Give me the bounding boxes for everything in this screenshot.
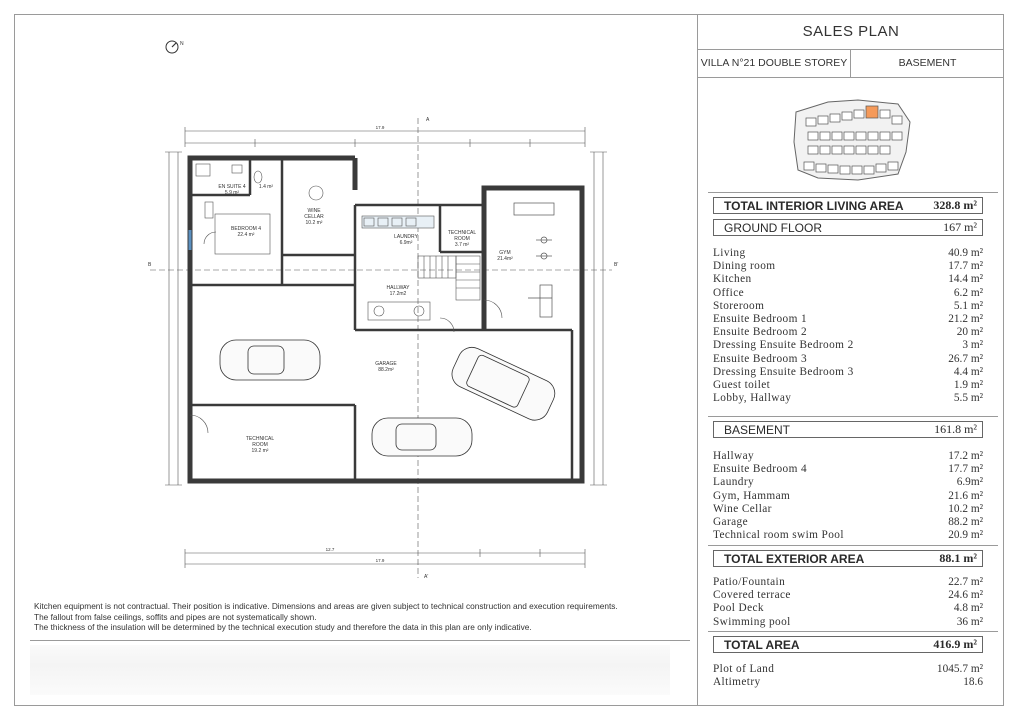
list-item	[713, 339, 983, 352]
item-area: 21.2 m²	[948, 312, 983, 325]
room-label-ensuite4: EN SUITE 4	[218, 184, 246, 190]
dimension-bottom-label: 17.9	[375, 558, 385, 563]
list-item	[713, 676, 983, 689]
item-area: 20.9 m²	[948, 529, 983, 542]
list-item	[713, 450, 983, 463]
basement-room-list	[713, 450, 983, 542]
room-label-garage: GARAGE	[375, 361, 397, 367]
ground-floor-label: GROUND FLOOR	[724, 220, 823, 235]
level-name: BASEMENT	[898, 57, 957, 69]
total-area-label: TOTAL AREA	[724, 637, 800, 652]
item-name: Kitchen	[713, 273, 752, 286]
villa-name: VILLA N°21 DOUBLE STOREY	[698, 49, 851, 77]
room-area-wc: 1.4 m²	[258, 184, 274, 190]
item-area: 6.2 m²	[953, 286, 983, 299]
item-name: Garage	[713, 515, 749, 528]
room-label-technical-room-1: TECHNICAL	[447, 230, 477, 236]
door-swings	[190, 232, 502, 433]
item-name: Dressing Ensuite Bedroom 3	[713, 365, 854, 378]
exterior-list	[713, 576, 983, 629]
item-name: Hallway	[713, 450, 755, 462]
section-b2-label: B'	[614, 262, 619, 268]
item-name: Dining room	[713, 260, 776, 273]
item-area: 6.9m²	[956, 476, 983, 489]
room-label-bedroom4: BEDROOM 4	[230, 226, 262, 232]
item-name: Swimming pool	[713, 615, 791, 628]
total-area-box	[713, 636, 983, 653]
section-a2-label: A'	[424, 574, 429, 580]
total-interior-label: TOTAL INTERIOR LIVING AREA	[724, 198, 904, 213]
item-area: 88.2 m²	[948, 515, 983, 528]
note-line: The thickness of the insulation will be determined by the technical execution study and therefore the data in this plan are only indicative.	[34, 622, 532, 633]
section-b-label: B	[148, 262, 152, 268]
room-label-cellar: CELLAR	[304, 214, 324, 220]
item-area: 20 m²	[956, 326, 983, 339]
item-area: 21.6 m²	[948, 489, 983, 502]
list-item	[713, 529, 983, 542]
list-item	[713, 589, 983, 602]
ground-floor-value: 167 m²	[943, 220, 977, 234]
item-area: 3 m²	[962, 339, 983, 352]
room-label-gym: GYM	[499, 250, 511, 256]
room-area-wine-cellar: 10.2 m²	[305, 220, 323, 226]
room-label-laundry: LAUNDRY	[394, 234, 418, 240]
room-area-garage: 88.2m²	[378, 367, 394, 373]
item-name: Altimetry	[713, 676, 761, 689]
item-name: Laundry	[713, 476, 755, 489]
list-item	[713, 602, 983, 615]
list-item	[713, 247, 983, 260]
item-name: Ensuite Bedroom 4	[713, 463, 808, 476]
item-name: Pool Deck	[713, 602, 764, 615]
room-area-hallway: 17.2m2	[389, 291, 407, 297]
list-item	[713, 379, 983, 392]
room-area-bedroom4: 22.4 m²	[237, 232, 255, 238]
list-item	[713, 516, 983, 529]
list-item	[713, 463, 983, 476]
dimension-top-label: 17.9	[375, 125, 385, 130]
room-area-technical-room-1: 3.7 m²	[454, 242, 470, 248]
total-interior-value: 328.8 m²	[933, 198, 977, 212]
total-exterior-value: 88.1 m²	[939, 551, 977, 565]
item-area: 17.7 m²	[948, 260, 983, 273]
list-item	[713, 616, 983, 629]
list-item	[713, 366, 983, 379]
item-area: 4.4 m²	[953, 365, 983, 378]
blank-area	[30, 645, 670, 695]
list-item	[713, 490, 983, 503]
north-arrow-icon	[166, 41, 184, 53]
item-name: Plot of Land	[713, 663, 775, 675]
list-item	[713, 326, 983, 339]
dimension-mid-label: 12.7	[325, 547, 335, 552]
separator	[708, 416, 998, 417]
item-area: 26.7 m²	[948, 352, 983, 365]
item-name: Ensuite Bedroom 2	[713, 326, 808, 339]
item-area: 40.9 m²	[948, 247, 983, 259]
item-name: Living	[713, 247, 746, 259]
item-area: 24.6 m²	[948, 589, 983, 602]
list-item	[713, 313, 983, 326]
item-area: 17.7 m²	[948, 463, 983, 476]
list-item	[713, 576, 983, 589]
list-item	[713, 260, 983, 273]
item-name: Lobby, Hallway	[713, 392, 792, 405]
room-area-ensuite4: 5.9 m²	[224, 190, 240, 196]
item-name: Wine Cellar	[713, 502, 772, 515]
item-name: Covered terrace	[713, 589, 791, 602]
room-area-laundry: 6.9m²	[399, 240, 413, 246]
list-item	[713, 300, 983, 313]
list-item	[713, 273, 983, 286]
gym-equipment	[514, 203, 554, 317]
site-location-map	[788, 82, 918, 192]
item-name: Guest toilet	[713, 378, 771, 391]
item-name: Technical room swim Pool	[713, 529, 844, 542]
laundry-machines	[362, 216, 434, 228]
item-name: Dressing Ensuite Bedroom 2	[713, 339, 854, 352]
room-label-technical-room-1b: ROOM	[454, 236, 470, 242]
basement-value: 161.8 m²	[934, 422, 977, 436]
list-item	[713, 476, 983, 489]
item-area: 18.6	[963, 676, 983, 689]
separator	[708, 545, 998, 546]
item-name: Ensuite Bedroom 1	[713, 312, 808, 325]
total-area-value: 416.9 m²	[933, 637, 977, 651]
room-label-wine: WINE	[307, 208, 321, 214]
ground-floor-box	[713, 219, 983, 236]
list-item	[713, 392, 983, 405]
item-area: 22.7 m²	[948, 576, 983, 588]
note-line: The fallout from false ceilings, soffits and pipes are not systematically shown.	[34, 611, 317, 622]
list-item	[713, 353, 983, 366]
north-label: N	[180, 41, 184, 47]
land-list	[713, 663, 983, 689]
room-label-hallway: HALLWAY	[386, 285, 410, 291]
item-area: 36 m²	[956, 615, 983, 628]
hallway-furniture	[368, 302, 430, 320]
item-area: 10.2 m²	[948, 502, 983, 515]
separator	[708, 192, 998, 193]
total-exterior-box	[713, 550, 983, 567]
room-area-gym: 21.4m²	[497, 256, 513, 262]
item-name: Patio/Fountain	[713, 576, 786, 588]
ground-floor-room-list	[713, 247, 983, 405]
note-line: Kitchen equipment is not contractual. Their position is indicative. Dimensions and areas are given subject to technical construction and execution requirements.	[34, 601, 618, 611]
separator	[708, 631, 998, 632]
room-label-technical-room-2: TECHNICAL	[245, 436, 275, 442]
room-label-technical-room-2b: ROOM	[252, 442, 268, 448]
list-item	[713, 287, 983, 300]
room-area-technical-room-2: 19.2 m²	[251, 448, 269, 454]
info-panel	[697, 14, 1004, 706]
basement-box	[713, 421, 983, 438]
item-area: 17.2 m²	[948, 450, 983, 462]
item-area: 1045.7 m²	[936, 663, 983, 675]
item-name: Storeroom	[713, 299, 765, 312]
section-a-label: A	[426, 117, 430, 123]
basement-label: BASEMENT	[724, 422, 791, 437]
total-interior-box	[713, 197, 983, 214]
item-name: Ensuite Bedroom 3	[713, 352, 808, 365]
item-area: 1.9 m²	[953, 378, 983, 391]
item-area: 14.4 m²	[948, 273, 983, 286]
panel-subheader	[698, 49, 1004, 78]
item-name: Office	[713, 286, 745, 299]
total-exterior-label: TOTAL EXTERIOR AREA	[724, 551, 865, 566]
item-area: 5.5 m²	[953, 392, 983, 405]
item-name: Gym, Hammam	[713, 489, 791, 502]
item-area: 5.1 m²	[953, 299, 983, 312]
staircase	[418, 256, 480, 300]
divider	[30, 640, 690, 641]
bathroom-fixtures	[196, 164, 323, 254]
panel-title: SALES PLAN	[698, 14, 1004, 50]
disclaimer-notes	[34, 601, 684, 633]
list-item	[713, 503, 983, 516]
list-item	[713, 663, 983, 676]
item-area: 4.8 m²	[953, 602, 983, 615]
